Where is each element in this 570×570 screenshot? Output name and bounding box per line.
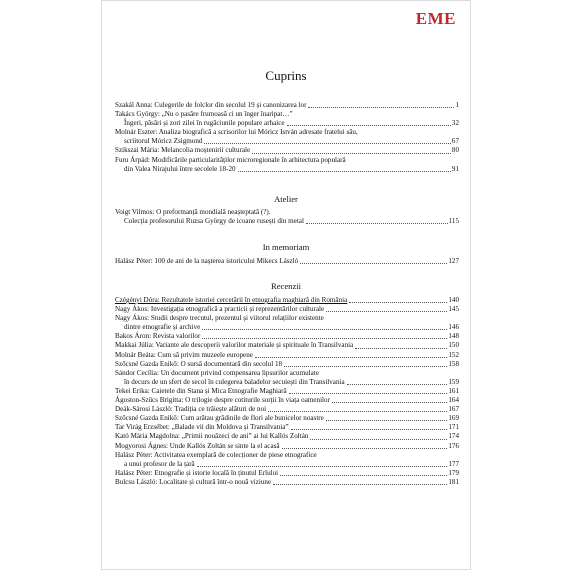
toc-entry-text: Szőcsné Gazda Enikő: O sursă documentară din secolul 18 [115, 359, 283, 368]
toc-page-number: 148 [448, 332, 459, 341]
toc-page-number: 159 [448, 377, 459, 386]
toc-page-number: 1 [455, 101, 459, 109]
leader-dots [308, 107, 454, 108]
toc-page-number: 91 [451, 164, 459, 173]
toc-entry-text: dintre etnografie și archive [124, 323, 201, 332]
toc-entry-text: Czégényi Dóra: Rezultatele istoriei cercetării în etnografia maghiară din România [115, 296, 348, 304]
toc-entry [115, 369, 459, 387]
toc-page-number: 145 [448, 305, 459, 314]
toc-entry-line [115, 165, 459, 174]
toc-page-number: 150 [448, 341, 459, 350]
toc-entry-line [115, 257, 459, 266]
toc-entry-text: Takács György: „Nu o pasăre frumoasă ci un înger înaripat…” [115, 110, 293, 119]
toc-entry-text: Sándor Cecília: Un document privind compensarea lipsurilor acumulate [115, 368, 319, 377]
toc-page-number: 140 [448, 296, 459, 304]
toc-entry-text: Bulcsu László: Localitate și cultură într-o nouă viziune [115, 477, 272, 486]
document-page [101, 0, 471, 570]
toc-entry-line [115, 341, 459, 350]
toc-page-number: 181 [448, 477, 459, 486]
section-heading-recenzii: Recenzii [270, 281, 302, 291]
toc-entry-text: Halász Péter: 100 de ani de la nașterea istoricului Mikecs László [115, 257, 299, 265]
toc-entry [115, 451, 459, 469]
toc-entry-text: Furu Árpád: Modificările particularităților microregionale în arhitectura populară [115, 155, 346, 164]
toc-entry-text: din Valea Nirajului între secolele 18-20 [124, 164, 236, 173]
toc-page-number: 169 [448, 414, 459, 423]
toc-entry [115, 257, 459, 266]
toc-entry-line [115, 423, 459, 432]
toc-entry-text: Voigt Vilmos: O preformanță mondială neașteptată (?). [115, 208, 271, 216]
toc-entry-line [115, 314, 459, 323]
toc-entry-line [115, 332, 459, 341]
toc-entry-text: Szőcsné Gazda Enikő: Cum arătau grădinile de flori ale bunicelor noastre [115, 414, 324, 423]
toc-entry-line [115, 387, 459, 396]
toc-entry [115, 101, 459, 110]
toc-page-number: 67 [451, 137, 459, 146]
toc-entry-line [115, 137, 459, 146]
toc-entry [115, 351, 459, 360]
toc-entry-text: Molnár Eszter: Analiza biografică a scrisorilor lui Móricz István adresate fratelui său, [115, 128, 358, 137]
toc-entry-line [115, 156, 459, 165]
section-heading-memoriam: In memoriam [262, 242, 310, 252]
section-heading-atelier: Atelier [274, 194, 298, 204]
toc-page-number: 146 [448, 323, 459, 332]
toc-entry-text: Nagy Ákos: Investigația etnografică a practicii și reprezentărilor culturale [115, 305, 325, 314]
toc-entry-text: Mogyorosi Ágnes: Unde Kallós Zoltán se sinte la el acasă [115, 441, 280, 450]
leader-dots [284, 366, 447, 367]
toc-entry [115, 146, 459, 155]
toc-entry-text: Szakál Anna: Culegerile de folclor din secolul 19 și canonizarea lor [115, 101, 307, 109]
toc-entry-line [115, 101, 459, 110]
toc-entry [115, 396, 459, 405]
leader-dots [300, 263, 447, 264]
toc-entry-line [115, 460, 459, 469]
toc-entry [115, 442, 459, 451]
toc-entry-line [115, 217, 459, 226]
toc-entry-line [115, 405, 459, 414]
leader-dots [326, 420, 448, 421]
leader-dots [202, 338, 447, 339]
leader-dots [268, 411, 447, 412]
leader-dots [306, 223, 448, 224]
toc-page-number: 32 [451, 119, 459, 128]
toc-entry-line [115, 396, 459, 405]
toc-entry [115, 387, 459, 396]
toc-entry-line [115, 369, 459, 378]
toc-page-number: 171 [448, 423, 459, 432]
toc-entry-text: scriitorul Móricz Zsigmond [124, 137, 203, 146]
leader-dots [291, 429, 448, 430]
toc-entry-text: Ágoston-Szűcs Brigitta: O trilogie despre cotiturile sorții în viața oamenilor [115, 396, 330, 405]
toc-entry [115, 156, 459, 174]
leader-dots [332, 402, 447, 403]
toc-page-number: 115 [448, 217, 459, 226]
toc-entry [115, 423, 459, 432]
toc-entry-line [115, 378, 459, 387]
page-title: Cuprins [265, 68, 307, 83]
toc-page-number: 80 [451, 146, 459, 155]
toc-entry-line [115, 414, 459, 423]
toc-entry-line [115, 451, 459, 460]
leader-dots [326, 311, 447, 312]
toc-entry [115, 110, 459, 128]
toc-entry-line [115, 208, 459, 217]
toc-page-number: 127 [448, 257, 459, 265]
toc-entry-line [115, 305, 459, 314]
toc-entry-text: Halász Péter: Etnografie și istorie locală în ținutul Erîului [115, 468, 279, 477]
toc-atelier-list [115, 208, 459, 226]
toc-page-number: 177 [448, 459, 459, 468]
toc-entry [115, 305, 459, 314]
toc-entry-line [115, 351, 459, 360]
toc-entry-text: Bakos Áron: Revista valorilor [115, 332, 201, 341]
leader-dots [280, 475, 447, 476]
toc-entry-text: a unui profesor de la țară [124, 459, 195, 468]
toc-entry [115, 296, 459, 305]
toc-entry [115, 405, 459, 414]
toc-entry-text: Tar Virág Erzsébet: „Balade vii din Moldova și Transilvania” [115, 423, 289, 432]
toc-entry [115, 341, 459, 350]
toc-entry [115, 432, 459, 441]
leader-dots [238, 171, 451, 172]
leader-dots [287, 125, 451, 126]
leader-dots [202, 329, 447, 330]
toc-entry [115, 332, 459, 341]
toc-entry [115, 478, 459, 487]
leader-dots [289, 393, 448, 394]
toc-entry-text: în decurs de un sfert de secol în culegerea baladelor secuiești din Transilvania [124, 377, 345, 386]
toc-entry-text: Îngeri, păsări și zori zilei în rugăciunile populare arhaice [124, 119, 285, 128]
toc-entry-text: Colecția profesorului Ruzsa György de icoane rusești din metal [124, 217, 304, 226]
toc-page-number: 152 [448, 350, 459, 359]
toc-entry-line [115, 432, 459, 441]
toc-entry-line [115, 128, 459, 137]
toc-entry-text: Molnár Beáta: Cum să privim muzeele europene [115, 350, 253, 359]
toc-entry-line [115, 442, 459, 451]
leader-dots [197, 466, 448, 467]
toc-page-number: 174 [448, 432, 459, 441]
leader-dots [273, 484, 447, 485]
toc-entry [115, 314, 459, 332]
toc-entry-text: Tekei Erika: Caietele din Stana și Mica Etnografie Maghiară [115, 386, 287, 395]
leader-dots [252, 153, 451, 154]
toc-recenzii-list [115, 296, 459, 487]
toc-entry-text: Kató Mária Magdolna: „Primii nouăzeci de ani” ai lui Kallós Zoltán [115, 432, 309, 441]
leader-dots [349, 302, 447, 303]
leader-dots [355, 348, 447, 349]
publisher-logo: EME [415, 9, 456, 28]
toc-page-number: 176 [448, 441, 459, 450]
toc-page-number: 167 [448, 405, 459, 414]
toc-entry [115, 208, 459, 226]
toc-entry-line [115, 110, 459, 119]
toc-entry-text: Halász Péter: Activitatea exemplară de colecționer de piese etnografice [115, 450, 317, 459]
toc-entry-text: Makkai Júlia: Variante ale descoperii valorilor materiale și spirituale în Transilvania [115, 341, 354, 350]
toc-entry [115, 360, 459, 369]
toc-entry-line [115, 360, 459, 369]
toc-entry [115, 128, 459, 146]
toc-entry-line [115, 323, 459, 332]
toc-entry-text: Nagy Ákos: Studii despre trecutul, prezentul și viitorul relațiilor existente [115, 314, 324, 323]
toc-page-number: 158 [448, 359, 459, 368]
toc-main-list [115, 101, 459, 174]
toc-entry [115, 414, 459, 423]
leader-dots [282, 448, 448, 449]
toc-entry-line [115, 469, 459, 478]
leader-dots [347, 384, 448, 385]
toc-entry-text: Deák-Sárosi László: Tradiția ce trăiește alături de noi [115, 405, 267, 414]
toc-entry-text: Szikszai Mária: Melancolia moștenirii culturale [115, 146, 251, 155]
toc-entry-line [115, 119, 459, 128]
toc-entry-line [115, 296, 459, 305]
leader-dots [255, 357, 447, 358]
leader-dots [204, 143, 450, 144]
toc-entry-line [115, 146, 459, 155]
toc-page-number: 161 [448, 386, 459, 395]
toc-entry [115, 469, 459, 478]
toc-page-number: 164 [448, 396, 459, 405]
toc-entry-line [115, 478, 459, 487]
toc-page-number: 179 [448, 468, 459, 477]
leader-dots [310, 439, 447, 440]
toc-memoriam-list [115, 257, 459, 266]
